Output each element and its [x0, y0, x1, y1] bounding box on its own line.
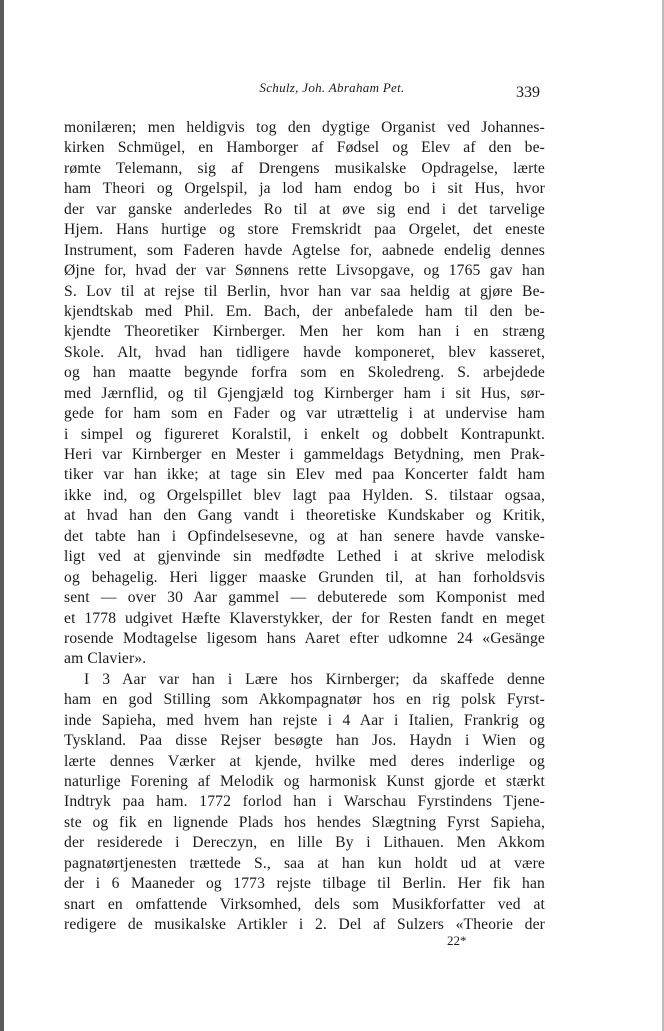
text-line: rømte Telemann, sig af Drengens musikalske Opdragelse, lærte	[64, 159, 545, 177]
text-line: pagnatørtjenesten trættede S., saa at han kun holdt ud at være	[64, 854, 545, 872]
text-line: der residerede i Dereczyn, en lille By i Lithauen. Men Akkom	[64, 834, 545, 852]
paragraph-start-line: I 3 Aar var han i Lære hos Kirnberger; da skaffede denne	[84, 670, 545, 688]
text-line: Indtryk paa ham. 1772 forlod han i Warschau Fyrstindens Tjene-	[64, 793, 545, 811]
running-head: Schulz, Joh. Abraham Pet.	[259, 80, 405, 95]
scan-left-edge	[0, 0, 4, 1031]
text-line: S. Lov til at rejse til Berlin, hvor han var saa heldig at gjøre Be-	[64, 282, 545, 300]
text-line: ikke ind, og Orgelspillet blev lagt paa Hylden. S. tilstaar ogsaa,	[64, 486, 545, 504]
text-line: at hvad han den Gang vandt i theoretiske Kundskaber og Kritik,	[64, 507, 545, 525]
text-line: inde Sapieha, med hvem han rejste i 4 Aar i Italien, Frankrig og	[64, 711, 545, 729]
page-number: 339	[516, 84, 540, 101]
text-line: det tabte han i Opfindelsesevne, og at han senere havde vanske-	[64, 527, 545, 545]
text-line: Hjem. Hans hurtige og store Fremskridt paa Orgelet, det eneste	[64, 221, 545, 239]
text-line: ste og fik en lignende Plads hos hendes Slægtning Fyrst Sapieha,	[64, 813, 545, 831]
text-line: tiker var han ikke; at tage sin Elev med paa Koncerter faldt ham	[64, 466, 545, 484]
text-line: kjendte Theoretiker Kirnberger. Men her kom han i en stræng	[64, 323, 545, 341]
text-line: der var ganske anderledes Ro til at øve sig end i det tarvelige	[64, 200, 545, 218]
body-text	[64, 118, 545, 936]
text-line: Skole. Alt, hvad han tidligere havde komponeret, blev kasseret,	[64, 343, 545, 361]
text-line: Tyskland. Paa disse Rejser besøgte han Jos. Haydn i Wien og	[64, 732, 545, 750]
text-line: og han maatte begynde forfra som en Skoledreng. S. arbejdede	[64, 364, 545, 382]
text-line: Heri var Kirnberger en Mester i gammeldags Betydning, men Prak-	[64, 446, 545, 463]
text-line: Instrument, som Faderen havde Agtelse for, aabnede endelig dennes	[64, 241, 545, 259]
text-line: kjendtskab med Phil. Em. Bach, der anbefalede ham til den be-	[64, 302, 545, 320]
text-line: redigere de musikalske Artikler i 2. Del af Sulzers «Theorie der	[64, 916, 545, 934]
text-line: snart en omfattende Virksomhed, dels som Musikforfatter ved at	[64, 895, 545, 913]
text-line: gede for ham som en Fader og var utrættelig i at undervise ham	[64, 405, 545, 423]
text-line: et 1778 udgivet Hæfte Klaverstykker, der for Resten fandt en meget	[64, 609, 545, 627]
text-line: med Jærnflid, og til Gjengjæld tog Kirnberger ham i sit Hus, sør-	[64, 384, 545, 402]
text-line: der i 6 Maaneder og 1773 rejste tilbage til Berlin. Her fik han	[64, 875, 545, 893]
text-line: ligt ved at gjenvinde sin medfødte Lethed i at skrive melodisk	[64, 548, 545, 566]
text-line: sent — over 30 Aar gammel — debuterede som Komponist med	[64, 589, 545, 607]
text-line: rosende Modtagelse ligesom hans Aaret efter udkomne 24 «Gesänge	[64, 629, 545, 647]
text-line: i simpel og figureret Koralstil, i enkelt og dobbelt Kontrapunkt.	[64, 425, 545, 443]
text-line: naturlige Forening af Melodik og harmonisk Kunst gjorde et stærkt	[64, 773, 545, 790]
text-line: ham Theori og Orgelspil, ja lod ham endog bo i sit Hus, hvor	[64, 180, 545, 198]
text-line: kirken Schmügel, en Hamborger af Fødsel og Elev af den be-	[64, 139, 545, 157]
text-line: ham en god Stilling som Akkompagnatør hos en rig polsk Fyrst-	[64, 691, 545, 709]
text-line: lærte dennes Værker at kjende, hvilke med deres inderlige og	[64, 752, 545, 770]
text-line: monilæren; men heldigvis tog den dygtige Organist ved Johannes-	[64, 119, 545, 136]
text-line: og behagelig. Heri ligger maaske Grunden til, at han forholdsvis	[64, 568, 545, 586]
signature-mark: 22*	[447, 933, 467, 948]
paragraph-end-line: am Clavier».	[64, 650, 147, 668]
text-line: Øjne for, hvad der var Sønnens rette Livsopgave, og 1765 gav han	[64, 262, 545, 280]
